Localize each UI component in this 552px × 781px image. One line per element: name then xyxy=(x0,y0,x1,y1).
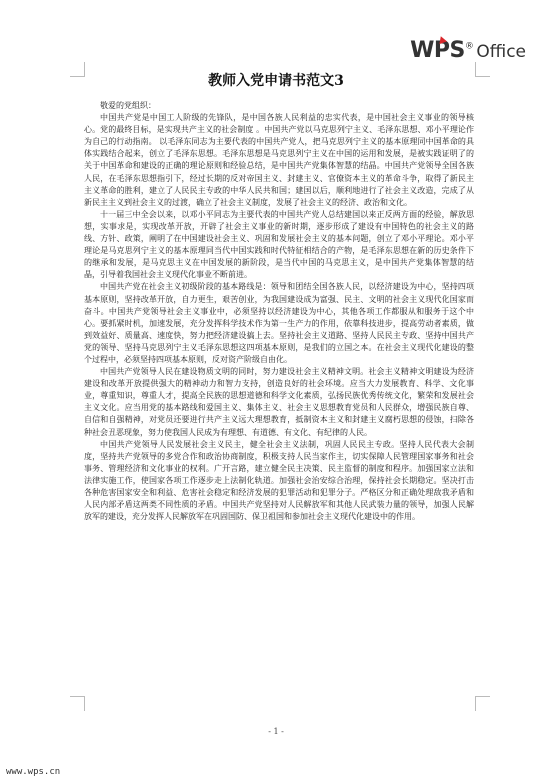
body-paragraph: 十一届三中全会以来，以邓小平同志为主要代表的中国共产党人总结建国以来正反两方面的经验，解放思想，实事求是，实现改革开放，开辟了社会主义事业的新时期，逐步形成了建设有中国特色的社会主义的路线、方针、政策，阐明了在中国建设社会主义、巩固和发展社会主义的基本问题，创立了邓小平理论。邓小平理论是马克思列宁主义的基本原理同当代中国实践和时代特征相结合的产物，是毛泽东思想在新的历史条件下的继承和发展，是马克思主义在中国发展的新阶段，是当代中国的马克思主义，是中国共产党集体智慧的结晶，引导着我国社会主义现代化事业不断前进。 xyxy=(84,209,474,280)
document-body xyxy=(84,100,474,523)
body-paragraph: 中国共产党领导人民发展社会主义民主，健全社会主义法制，巩固人民民主专政。坚持人民代表大会制度，坚持共产党领导的多党合作和政治协商制度，积极支持人民当家作主，切实保障人民管理国家事务和社会事务、管理经济和文化事业的权利。广开言路，建立健全民主决策、民主监督的制度和程序。加强国家立法和法律实施工作，使国家各项工作逐步走上法制化轨道。加强社会治安综合治理，保持社会长期稳定。坚决打击各种危害国家安全和利益、危害社会稳定和经济发展的犯罪活动和犯罪分子。严格区分和正确处理敌我矛盾和人民内部矛盾这两类不同性质的矛盾。中国共产党坚持对人民解放军和其他人民武装力量的领导，加强人民解放军的建设，充分发挥人民解放军在巩固国防、保卫祖国和参加社会主义现代化建设中的作用。 xyxy=(84,439,474,522)
crop-mark-bottom-right xyxy=(475,696,490,711)
body-paragraph: 中国共产党领导人民在建设物质文明的同时，努力建设社会主义精神文明。社会主义精神文明建设为经济建设和改革开放提供强大的精神动力和智力支持，创造良好的社会环境。应当大力发展教育、科学、文化事业，尊重知识，尊重人才，提高全民族的思想道德和科学文化素质，弘扬民族优秀传统文化，繁荣和发展社会主义文化。应当用党的基本路线和爱国主义、集体主义、社会主义思想教育党员和人民群众，增强民族自尊、自信和自强精神，对党员还要进行共产主义远大理想教育，抵制资本主义和封建主义腐朽思想的侵蚀，扫除各种社会丑恶现象，努力使我国人民成为有理想、有道德、有文化、有纪律的人民。 xyxy=(84,367,474,437)
document-title: 教师入党申请书范文3 xyxy=(208,73,344,89)
footer-url[interactable]: www.wps.cn xyxy=(6,767,61,777)
crop-mark-bottom-left xyxy=(70,696,85,711)
body-paragraph: 中国共产党是中国工人阶级的先锋队，是中国各族人民利益的忠实代表，是中国社会主义事业的领导核心。党的最终目标，是实现共产主义的社会制度 。中国共产党以马克思列宁主义、毛泽东思想、邓小平理论作为自己的行动指南。 以毛泽东同志为主要代表的中国共产党人，把马克思列宁主义的基本原理同中国革命的具体实践结合起来，创立了毛泽东思想。毛泽东思想是马克思列宁主义在中国的运用和发展，是被实践证明了的关于中国革命和建设的正确的理论原则和经验总结，是中国共产党集体智慧的结晶。中国共产党领导全国各族人民，在毛泽东思想指引下，经过长期的反对帝国主义、封建主义、官僚资本主义的革命斗争，取得了新民主主义革命的胜利，建立了人民民主专政的中华人民共和国；建国以后，顺利地进行了社会主义改造，完成了从新民主主义到社会主义的过渡，确立了社会主义制度，发展了社会主义的经济、政治和文化。 xyxy=(84,113,474,207)
page-number: - 1 - xyxy=(268,727,284,736)
logo-brand: WPS® xyxy=(410,38,473,63)
logo-office-text: Office xyxy=(476,42,526,62)
body-paragraph: 中国共产党在社会主义初级阶段的基本路线是：领导和团结全国各族人民，以经济建设为中心，坚持四项基本原则，坚持改革开放，自力更生，艰苦创业，为我国建设成为富强、民主、文明的社会主义现代化国家而奋斗。中国共产党领导社会主义事业中，必须坚持以经济建设为中心，其他各项工作都服从和服务于这个中心。要抓紧时机，加速发展，充分发挥科学技术作为第一生产力的作用，依靠科技进步，提高劳动者素质，做到效益好、质量高、速度快，努力把经济建设搞上去。坚持社会主义道路、坚持人民民主专政、坚持中国共产党的领导、坚持马克思列宁主义毛泽东思想这四项基本原则，是我们的立国之本。在社会主义现代化建设的整个过程中，必须坚持四项基本原则，反对资产阶级自由化。 xyxy=(84,282,474,364)
salutation: 敬爱的党组织： xyxy=(100,101,156,110)
wps-office-logo xyxy=(410,38,526,63)
